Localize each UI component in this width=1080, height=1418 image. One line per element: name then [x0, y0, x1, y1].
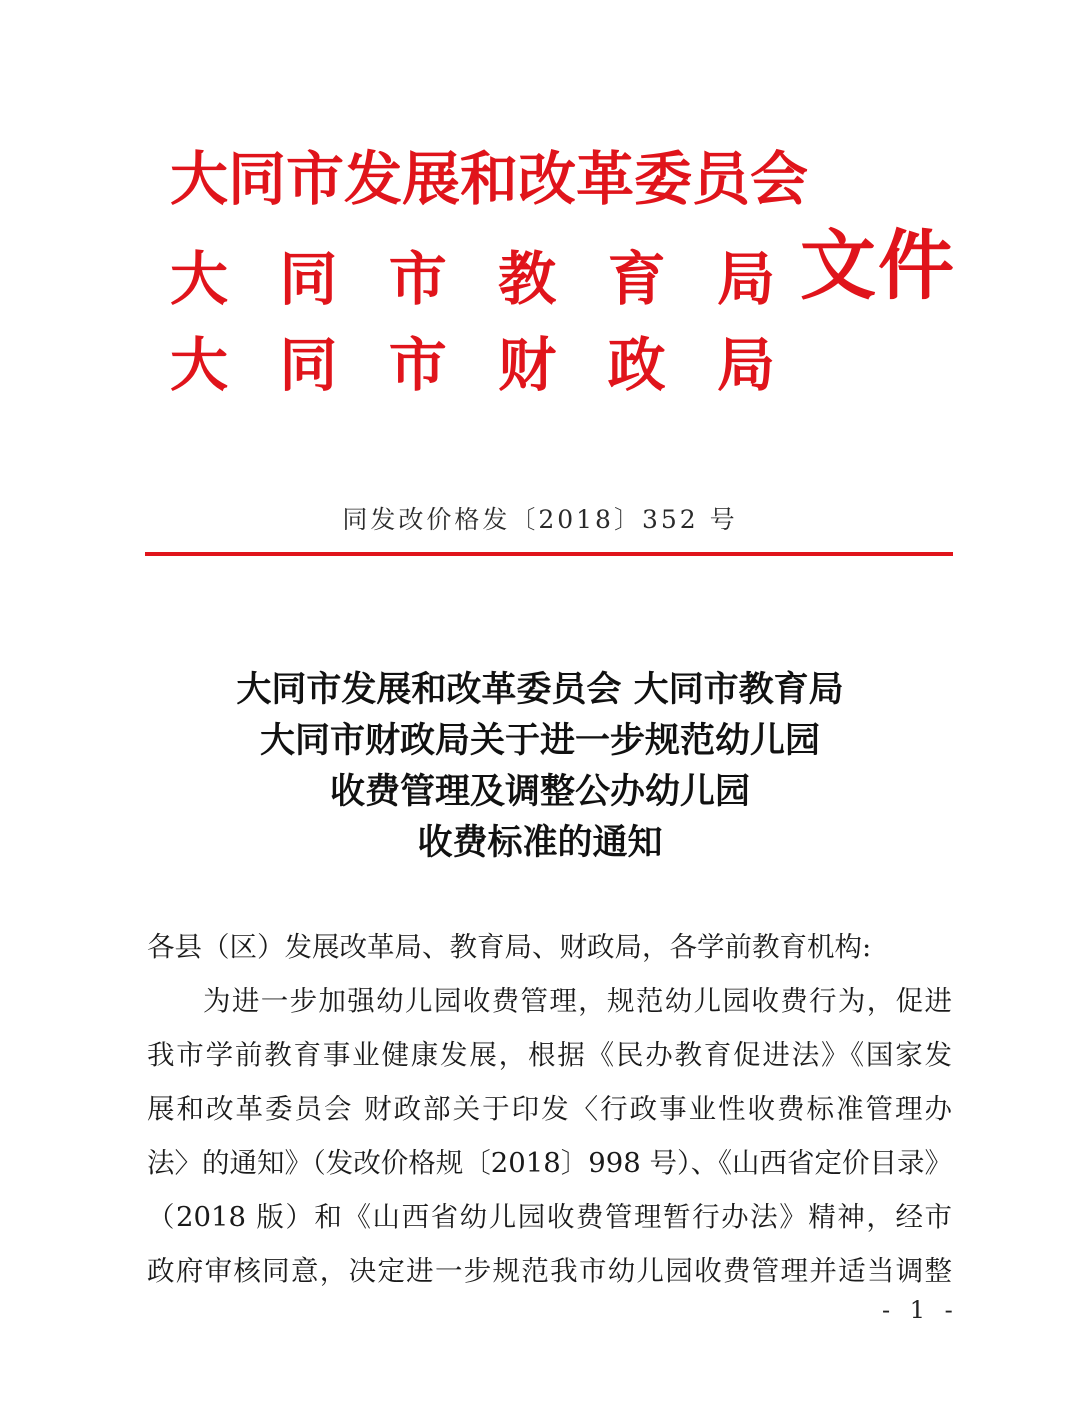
- issuer-char: 教: [498, 245, 557, 313]
- title-line: 大同市财政局关于进一步规范幼儿园: [259, 720, 820, 761]
- issuer-name-finance-bureau: [170, 331, 775, 399]
- red-divider-line: [145, 552, 953, 556]
- document-number: 同发改价格发〔2018〕352 号: [342, 505, 738, 534]
- issuer-char: 育: [607, 245, 666, 313]
- issuer-char: 市: [388, 331, 447, 399]
- issuer-char: 政: [607, 331, 666, 399]
- title-line: 收费管理及调整公办幼儿园: [329, 771, 750, 812]
- body-line: 政府审核同意，决定进一步规范我市幼儿园收费管理并适当调整: [147, 1255, 952, 1287]
- issuer-char: 同: [279, 331, 338, 399]
- issuer-char: 局: [716, 245, 775, 313]
- body-line: 我市学前教育事业健康发展，根据《民办教育促进法》《国家发: [147, 1039, 952, 1071]
- issuer-char: 市: [388, 245, 447, 313]
- document-body: [147, 920, 952, 1298]
- body-line: 展和改革委员会 财政部关于印发〈行政事业性收费标准管理办: [147, 1093, 952, 1125]
- document-title: [0, 664, 1080, 868]
- title-line: 收费标准的通知: [417, 822, 663, 863]
- body-line: 法〉的通知》（发改价格规〔2018〕998 号）、《山西省定价目录》: [147, 1147, 952, 1179]
- issuer-char: 财: [498, 331, 557, 399]
- body-line: （2018 版）和《山西省幼儿园收费管理暂行办法》精神，经市: [147, 1201, 952, 1233]
- document-header-word: 文件: [800, 221, 956, 310]
- title-line: 大同市发展和改革委员会 大同市教育局: [236, 669, 844, 710]
- page-number: - 1 -: [882, 1296, 959, 1324]
- issuer-char: 大: [170, 331, 229, 399]
- issuer-name-education-bureau: [170, 245, 775, 313]
- issuer-char: 大: [170, 245, 229, 313]
- issuer-char: 局: [716, 331, 775, 399]
- issuer-name-ndrc: 大同市发展和改革委员会: [170, 145, 809, 213]
- body-line: 为进一步加强幼儿园收费管理，规范幼儿园收费行为，促进: [203, 985, 952, 1017]
- addressee-line: 各县（区）发展改革局、教育局、财政局，各学前教育机构:: [147, 931, 872, 963]
- issuer-char: 同: [279, 245, 338, 313]
